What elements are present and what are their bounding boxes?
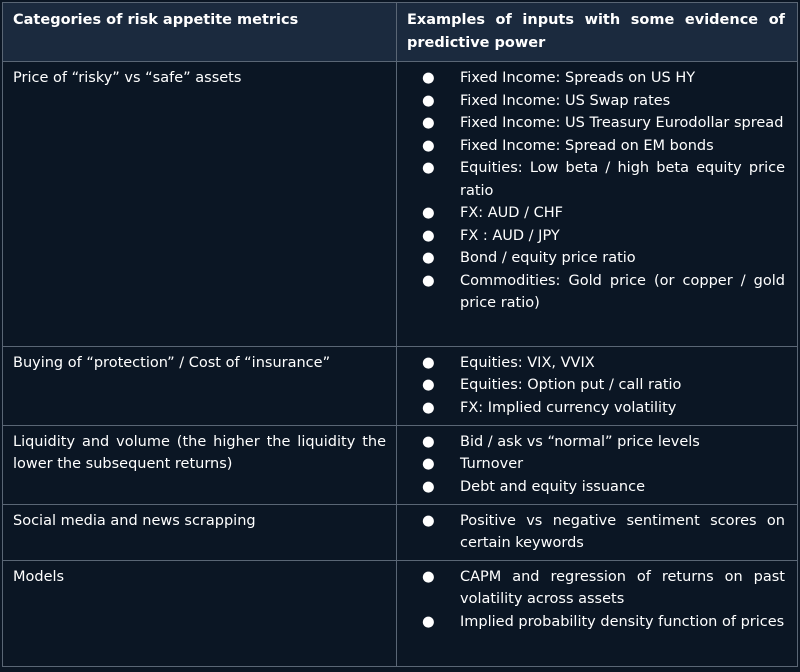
list-item-text: Fixed Income: Spread on EM bonds — [460, 137, 714, 154]
list-item — [397, 112, 785, 135]
category-cell: Buying of “protection” / Cost of “insurance” — [3, 346, 397, 425]
bullet-icon: ● — [422, 137, 435, 154]
examples-list — [397, 352, 785, 420]
bullet-icon: ● — [422, 160, 435, 176]
list-item — [397, 431, 785, 454]
examples-list — [397, 510, 785, 555]
header-categories: Categories of risk appetite metrics — [3, 3, 397, 62]
bullet-icon: ● — [422, 377, 435, 394]
bullet-icon: ● — [422, 456, 435, 473]
list-item-text: Debt and equity issuance — [460, 478, 645, 495]
bullet-icon: ● — [422, 613, 435, 630]
bullet-icon: ● — [422, 70, 435, 86]
list-item — [397, 374, 785, 397]
list-item — [397, 510, 785, 555]
list-item — [397, 453, 785, 476]
table-row — [3, 560, 798, 666]
table-row — [3, 425, 798, 504]
bullet-icon: ● — [422, 227, 435, 244]
category-cell: Models — [3, 560, 397, 666]
examples-cell — [397, 560, 798, 666]
list-item — [397, 352, 785, 375]
list-item-text: Turnover — [460, 456, 524, 473]
table-row — [3, 346, 798, 425]
list-item-text: Commodities: Gold price (or copper / gold price ratio) — [460, 272, 785, 311]
list-item-text: Fixed Income: US Swap rates — [460, 92, 671, 109]
bullet-icon: ● — [422, 568, 435, 585]
bullet-icon: ● — [422, 399, 435, 416]
examples-cell — [397, 62, 798, 347]
category-cell: Social media and news scrapping — [3, 504, 397, 560]
examples-list — [397, 431, 785, 499]
list-item-text: Fixed Income: US Treasury Eurodollar spread — [460, 115, 784, 131]
list-item — [397, 270, 785, 315]
list-item — [397, 397, 785, 420]
list-item-text: FX: AUD / CHF — [460, 205, 563, 221]
examples-cell — [397, 504, 798, 560]
list-item — [397, 247, 785, 270]
list-item — [397, 135, 785, 158]
list-item — [397, 202, 785, 225]
list-item — [397, 90, 785, 113]
bullet-icon: ● — [422, 512, 435, 529]
bullet-icon: ● — [422, 272, 435, 289]
table-row — [3, 62, 798, 347]
bullet-icon: ● — [422, 205, 435, 221]
list-item — [397, 611, 785, 634]
table-row — [3, 504, 798, 560]
examples-list — [397, 566, 785, 634]
list-item — [397, 225, 785, 248]
table-header-row — [3, 3, 798, 62]
bullet-icon: ● — [422, 92, 435, 109]
examples-cell — [397, 346, 798, 425]
list-item — [397, 67, 785, 90]
list-item-text: Equities: Option put / call ratio — [460, 377, 682, 394]
list-item-text: Implied probability density function of prices — [460, 613, 785, 630]
list-item-text: FX: Implied currency volatility — [460, 399, 677, 416]
examples-list — [397, 67, 785, 315]
list-item — [397, 566, 785, 611]
list-item-text: FX : AUD / JPY — [460, 227, 560, 244]
bullet-icon: ● — [422, 478, 435, 495]
list-item-text: Positive vs negative sentiment scores on certain keywords — [460, 512, 785, 552]
list-item-text: Fixed Income: Spreads on US HY — [460, 70, 696, 86]
list-item-text: Equities: VIX, VVIX — [460, 354, 595, 371]
bullet-icon: ● — [422, 354, 435, 371]
header-examples: Examples of inputs with some evidence of predictive power — [397, 3, 798, 62]
bullet-icon: ● — [422, 115, 435, 131]
bullet-icon: ● — [422, 433, 435, 450]
category-cell: Liquidity and volume (the higher the liquidity the lower the subsequent returns) — [3, 425, 397, 504]
category-cell: Price of “risky” vs “safe” assets — [3, 62, 397, 347]
list-item — [397, 157, 785, 202]
risk-appetite-table — [2, 2, 798, 667]
examples-cell — [397, 425, 798, 504]
list-item-text: CAPM and regression of returns on past volatility across assets — [460, 568, 785, 608]
list-item-text: Equities: Low beta / high beta equity price ratio — [460, 160, 785, 199]
list-item-text: Bond / equity price ratio — [460, 250, 636, 266]
bullet-icon: ● — [422, 250, 435, 266]
list-item-text: Bid / ask vs “normal” price levels — [460, 433, 700, 450]
list-item — [397, 476, 785, 499]
